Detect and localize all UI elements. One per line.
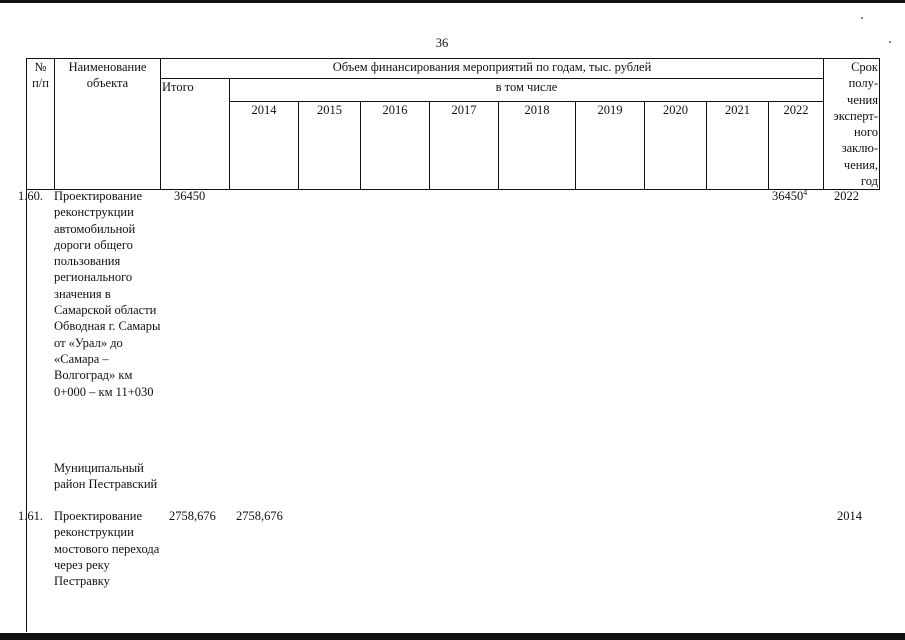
scan-speck [861, 17, 863, 19]
year-2022-value [772, 188, 807, 204]
top-scan-border [0, 0, 905, 3]
year-2014-value: 2758,676 [236, 509, 283, 523]
financing-table-header [26, 58, 880, 190]
year-2022-amount: 36450 [772, 189, 804, 203]
object-name: Проектирование реконструкции автомобильной дороги общего пользования регионального значения в Самарской области Обводная г. Самары от «Урал» до «Самара – Волгоград» км 0+000 – км 11+030 [54, 189, 161, 399]
column-header-financing-volume: Объем финансирования мероприятий по годам, тыс. рублей [161, 59, 824, 79]
column-header-year: 2022 [769, 102, 824, 190]
scan-speck [889, 41, 891, 43]
column-header-year: 2014 [230, 102, 299, 190]
row-number: 1.61. [18, 509, 43, 523]
footnote-marker: 4 [803, 187, 808, 197]
column-header-year: 2020 [645, 102, 707, 190]
column-header-year: 2017 [430, 102, 499, 190]
column-header-year: 2018 [499, 102, 576, 190]
column-header-total: Итого [161, 79, 230, 190]
page-number: 36 [435, 36, 449, 50]
table-left-border [26, 186, 27, 632]
column-header-year: 2016 [361, 102, 430, 190]
bottom-scan-border [0, 633, 905, 640]
column-header-name: Наименование объекта [55, 59, 161, 190]
column-header-year: 2019 [576, 102, 645, 190]
deadline-value: 2014 [837, 509, 862, 523]
column-header-number: № п/п [27, 59, 55, 190]
total-value: 36450 [174, 189, 206, 203]
column-header-deadline: Срок полу-чения эксперт-ного заклю-чения, год [824, 59, 880, 190]
section-heading: Муниципальный район Пестравский [54, 461, 158, 492]
deadline-value: 2022 [834, 189, 859, 203]
column-header-including: в том числе [230, 79, 824, 102]
total-value: 2758,676 [169, 509, 216, 523]
row-number: 1.60. [18, 189, 43, 203]
column-header-year: 2015 [299, 102, 361, 190]
object-name: Проектирование реконструкции мостового перехода через реку Пестравку [54, 509, 160, 589]
column-header-year: 2021 [707, 102, 769, 190]
